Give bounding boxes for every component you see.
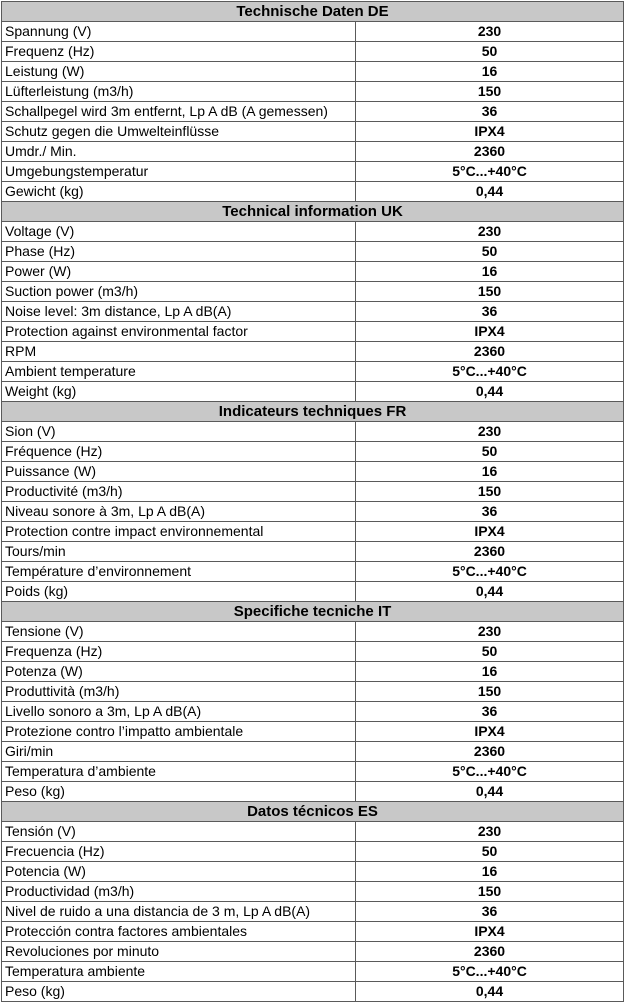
- section-title: Datos técnicos ES: [2, 802, 624, 822]
- spec-label: Phase (Hz): [2, 242, 356, 262]
- section-title: Specifiche tecniche IT: [2, 602, 624, 622]
- spec-value: 2360: [356, 142, 624, 162]
- spec-label: Noise level: 3m distance, Lp A dB(A): [2, 302, 356, 322]
- spec-value: IPX4: [356, 922, 624, 942]
- spec-value: 150: [356, 282, 624, 302]
- table-row: [2, 562, 624, 582]
- spec-value: 230: [356, 822, 624, 842]
- spec-label: Ambient temperature: [2, 362, 356, 382]
- spec-value: 16: [356, 462, 624, 482]
- spec-value: 50: [356, 242, 624, 262]
- table-row: [2, 702, 624, 722]
- spec-value: 0,44: [356, 382, 624, 402]
- table-row: [2, 822, 624, 842]
- table-row: [2, 142, 624, 162]
- spec-label: Frequenz (Hz): [2, 42, 356, 62]
- table-row: [2, 522, 624, 542]
- table-row: [2, 982, 624, 1002]
- table-row: [2, 582, 624, 602]
- spec-label: Productivité (m3/h): [2, 482, 356, 502]
- spec-label: Tensione (V): [2, 622, 356, 642]
- spec-label: Weight (kg): [2, 382, 356, 402]
- table-row: [2, 342, 624, 362]
- spec-value: 5°C...+40°C: [356, 562, 624, 582]
- table-row: [2, 762, 624, 782]
- spec-value: 2360: [356, 942, 624, 962]
- table-row: [2, 682, 624, 702]
- spec-table-body: [2, 2, 624, 1002]
- spec-value: 150: [356, 882, 624, 902]
- spec-value: 2360: [356, 542, 624, 562]
- spec-value: 5°C...+40°C: [356, 762, 624, 782]
- spec-label: Peso (kg): [2, 782, 356, 802]
- spec-label: Leistung (W): [2, 62, 356, 82]
- table-row: [2, 262, 624, 282]
- spec-value: IPX4: [356, 722, 624, 742]
- spec-label: Schutz gegen die Umwelteinflüsse: [2, 122, 356, 142]
- spec-label: Umdr./ Min.: [2, 142, 356, 162]
- spec-label: Potenza (W): [2, 662, 356, 682]
- spec-label: Temperatura ambiente: [2, 962, 356, 982]
- table-row: [2, 222, 624, 242]
- table-row: [2, 322, 624, 342]
- spec-label: Protezione contro l’impatto ambientale: [2, 722, 356, 742]
- spec-label: Potencia (W): [2, 862, 356, 882]
- spec-value: 2360: [356, 742, 624, 762]
- table-row: [2, 182, 624, 202]
- spec-value: 50: [356, 642, 624, 662]
- table-row: [2, 942, 624, 962]
- spec-value: 230: [356, 422, 624, 442]
- spec-label: Lüfterleistung (m3/h): [2, 82, 356, 102]
- spec-label: Produttività (m3/h): [2, 682, 356, 702]
- spec-label: Protección contra factores ambientales: [2, 922, 356, 942]
- spec-value: 50: [356, 842, 624, 862]
- table-row: [2, 922, 624, 942]
- table-row: [2, 42, 624, 62]
- spec-label: Fréquence (Hz): [2, 442, 356, 462]
- table-row: [2, 902, 624, 922]
- spec-label: Voltage (V): [2, 222, 356, 242]
- spec-value: 5°C...+40°C: [356, 362, 624, 382]
- spec-label: Sion (V): [2, 422, 356, 442]
- spec-value: 50: [356, 42, 624, 62]
- spec-label: Revoluciones por minuto: [2, 942, 356, 962]
- spec-label: Power (W): [2, 262, 356, 282]
- table-row: [2, 302, 624, 322]
- table-row: [2, 482, 624, 502]
- section-title: Technical information UK: [2, 202, 624, 222]
- table-row: [2, 242, 624, 262]
- section-header: [2, 2, 624, 22]
- section-header: [2, 602, 624, 622]
- table-row: [2, 782, 624, 802]
- spec-label: Gewicht (kg): [2, 182, 356, 202]
- spec-value: IPX4: [356, 522, 624, 542]
- spec-value: 16: [356, 662, 624, 682]
- spec-value: 2360: [356, 342, 624, 362]
- spec-label: Niveau sonore à 3m, Lp A dB(A): [2, 502, 356, 522]
- spec-label: Giri/min: [2, 742, 356, 762]
- table-row: [2, 442, 624, 462]
- spec-label: Spannung (V): [2, 22, 356, 42]
- spec-value: IPX4: [356, 322, 624, 342]
- spec-table: [1, 1, 624, 1002]
- spec-value: 36: [356, 902, 624, 922]
- spec-value: 16: [356, 62, 624, 82]
- table-row: [2, 742, 624, 762]
- spec-label: Temperatura d’ambiente: [2, 762, 356, 782]
- spec-value: 50: [356, 442, 624, 462]
- spec-value: 150: [356, 482, 624, 502]
- table-row: [2, 722, 624, 742]
- table-row: [2, 862, 624, 882]
- table-row: [2, 162, 624, 182]
- spec-label: Umgebungstemperatur: [2, 162, 356, 182]
- section-title: Indicateurs techniques FR: [2, 402, 624, 422]
- spec-value: 0,44: [356, 582, 624, 602]
- spec-value: 36: [356, 302, 624, 322]
- table-row: [2, 462, 624, 482]
- spec-value: 230: [356, 222, 624, 242]
- spec-label: Poids (kg): [2, 582, 356, 602]
- spec-value: 150: [356, 82, 624, 102]
- table-row: [2, 362, 624, 382]
- spec-label: Puissance (W): [2, 462, 356, 482]
- spec-label: Tours/min: [2, 542, 356, 562]
- section-header: [2, 202, 624, 222]
- section-header: [2, 402, 624, 422]
- table-row: [2, 382, 624, 402]
- spec-value: IPX4: [356, 122, 624, 142]
- spec-value: 36: [356, 702, 624, 722]
- table-row: [2, 22, 624, 42]
- spec-label: Nivel de ruido a una distancia de 3 m, Lp A dB(A): [2, 902, 356, 922]
- spec-value: 230: [356, 22, 624, 42]
- table-row: [2, 662, 624, 682]
- table-row: [2, 642, 624, 662]
- spec-label: Suction power (m3/h): [2, 282, 356, 302]
- spec-value: 36: [356, 502, 624, 522]
- table-row: [2, 502, 624, 522]
- spec-label: RPM: [2, 342, 356, 362]
- spec-label: Frecuencia (Hz): [2, 842, 356, 862]
- table-row: [2, 882, 624, 902]
- spec-value: 16: [356, 862, 624, 882]
- spec-label: Frequenza (Hz): [2, 642, 356, 662]
- spec-label: Schallpegel wird 3m entfernt, Lp A dB (A gemessen): [2, 102, 356, 122]
- table-row: [2, 82, 624, 102]
- spec-value: 0,44: [356, 182, 624, 202]
- spec-label: Protection against environmental factor: [2, 322, 356, 342]
- spec-value: 0,44: [356, 982, 624, 1002]
- spec-value: 0,44: [356, 782, 624, 802]
- section-header: [2, 802, 624, 822]
- spec-label: Protection contre impact environnemental: [2, 522, 356, 542]
- table-row: [2, 62, 624, 82]
- table-row: [2, 422, 624, 442]
- table-row: [2, 122, 624, 142]
- spec-value: 16: [356, 262, 624, 282]
- table-row: [2, 962, 624, 982]
- table-row: [2, 282, 624, 302]
- spec-label: Productividad (m3/h): [2, 882, 356, 902]
- table-row: [2, 102, 624, 122]
- spec-value: 5°C...+40°C: [356, 962, 624, 982]
- spec-label: Tensión (V): [2, 822, 356, 842]
- section-title: Technische Daten DE: [2, 2, 624, 22]
- spec-value: 36: [356, 102, 624, 122]
- spec-label: Livello sonoro a 3m, Lp A dB(A): [2, 702, 356, 722]
- table-row: [2, 622, 624, 642]
- spec-value: 230: [356, 622, 624, 642]
- table-row: [2, 842, 624, 862]
- spec-value: 150: [356, 682, 624, 702]
- table-row: [2, 542, 624, 562]
- spec-label: Peso (kg): [2, 982, 356, 1002]
- spec-value: 5°C...+40°C: [356, 162, 624, 182]
- spec-label: Température d’environnement: [2, 562, 356, 582]
